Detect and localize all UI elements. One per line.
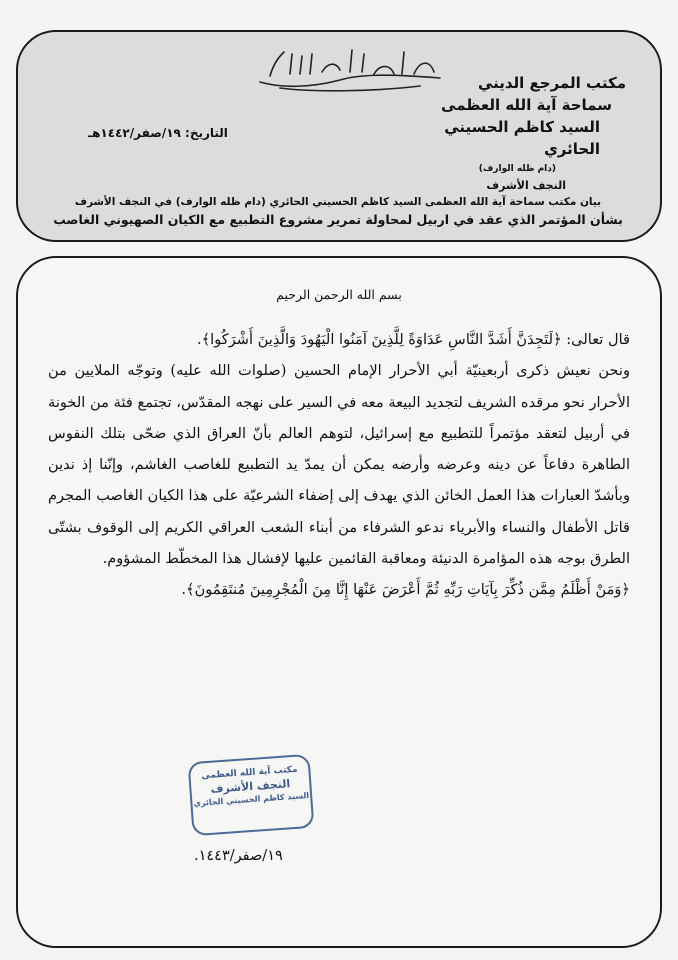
office-person: السيد كاظم الحسيني الحائري: [444, 118, 600, 158]
date-value: ١٩/صفر/١٤٤٢هـ: [88, 126, 181, 140]
letterhead: [16, 30, 662, 242]
office-stamp: [188, 754, 315, 836]
office-title: سماحة آية الله العظمى: [441, 96, 612, 114]
stamp-line-3: السيد كاظم الحسيني الحائري: [193, 790, 310, 809]
stamp-line-1: مكتب آية الله العظمى: [201, 764, 298, 782]
bismillah: بسم الله الرحمن الرحيم: [276, 287, 402, 302]
closing-verse: ﴿وَمَنْ أَظْلَمُ مِمَّن ذُكِّرَ بِآيَاتِ رَبِّهِ ثُمَّ أَعْرَضَ عَنْهَا إِنَّا مِنَ الْمُجْرِمِينَ مُنتَقِمُونَ﴾.: [181, 581, 630, 599]
main-paragraph: ونحن نعيش ذكرى أربعينيّة أبي الأحرار الإمام الحسين (صلوات الله عليه) وتوجّه الملايين من الأحرار نحو مرقده الشريف لتجديد البيعة معه في السير على نهجه المقدّس، تجتمع فئة من الخونة في أربيل لتعقد مؤتمراً للتطبيع مع إسرائيل، لتوهم العالم بأنّ العراق الذي ضحّى بتلك النفوس الطاهرة دفاعاً عن دينه وعرضه وأرضه يمكن أن يمدّ يد التطبيع للغاصب الغاشم، وإنّنا إذ ندين وبأشدّ العبارات هذا العمل الخائن الذي يهدف إلى إضفاء الشرعيّة على هذا الكيان الغاصب المجرم قاتل الأطفال والنساء والأبرياء ندعو الشرفاء من أبناء الشعب العراقي الكريم إلى الوقوف بشتّى الطرق بوجه هذه المؤامرة الدنيئة ومعاقبة القائمين عليها لإفشال هذا المخطّط المشؤوم.: [48, 362, 630, 568]
letter-body: [16, 256, 662, 948]
office-name: مكتب المرجع الديني: [477, 74, 626, 92]
statement-line-1: بيان مكتب سماحة آية الله العظمى السيد كاظم الحسيني الحائري (دام ظله الوارف) في النجف الأشرف: [74, 196, 602, 208]
signed-date: ١٩/صفر/١٤٤٣.: [194, 848, 283, 864]
office-city: النجف الأشرف: [486, 179, 566, 192]
office-honorific: (دام ظله الوارف): [478, 164, 556, 174]
letter-date: [88, 126, 228, 140]
statement-line-2: بشأن المؤتمر الذي عقد في اربيل لمحاولة تمرير مشروع التطبيع مع الكيان الصهيوني الغاصب: [53, 212, 623, 227]
stamp-line-2: النجف الأشرف: [210, 777, 291, 796]
statement-heading: [38, 194, 638, 230]
quran-quote-paragraph: قال تعالى: ﴿لَتَجِدَنَّ أَشَدَّ النَّاسِ عَدَاوَةً لِلَّذِينَ آمَنُوا الْيَهُودَ وَالَّذِينَ أَشْرَكُوا﴾.: [196, 331, 630, 348]
letter-content: [48, 284, 630, 605]
date-label: التاريخ:: [185, 126, 228, 140]
office-title-block: [386, 72, 626, 194]
